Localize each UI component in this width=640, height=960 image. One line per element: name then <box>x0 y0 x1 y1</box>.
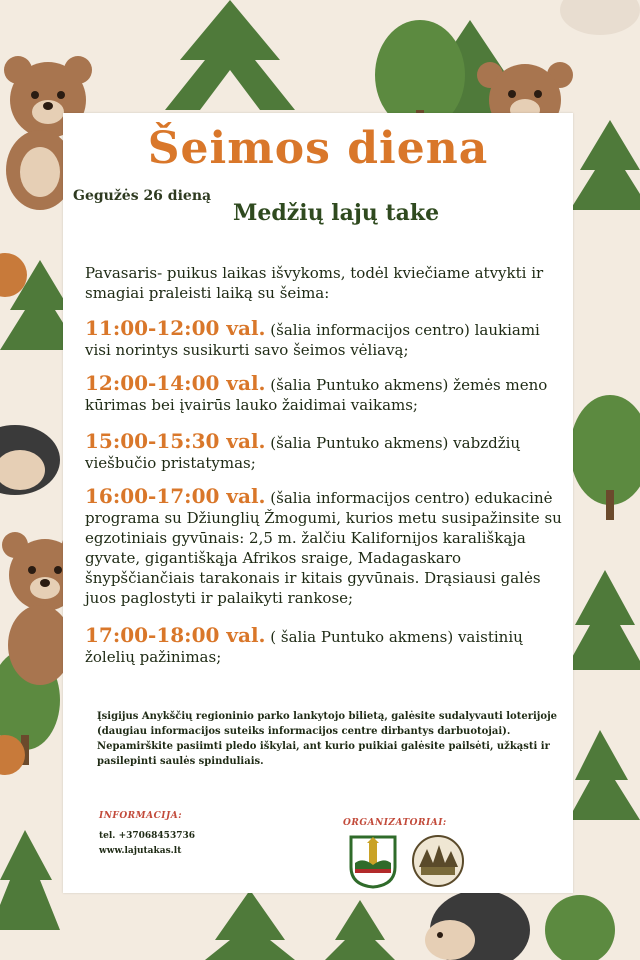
event-description: (šalia Puntuko akmens) vabzdžių viešbučio pristatymas; <box>85 434 521 472</box>
phone-number: tel. +37068453736 <box>99 831 195 841</box>
event-item <box>85 431 570 473</box>
event-item <box>85 486 570 608</box>
intro-text: Pavasaris- puikus laikas išvykoms, todėl kviečiame atvykti ir smagiai praleisti laiką su šeima: <box>85 264 544 302</box>
event-time: 17:00-18:00 val. <box>85 623 266 647</box>
page-title: Šeimos diena <box>147 123 489 174</box>
lottery-note: Įsigijus Anykščių regioninio parko lankytojo bilietą, galėsite sudalyvauti loterijoje (daugiau informacijos suteiks informacijos centre dirbantys darbuotojai). Nepamirškite pasiimti pledo iškylai, ant kurio puikiai galėsite pailsėti, užkąsti ir pasilepinti saulės spinduliais. <box>97 711 558 767</box>
website-link[interactable]: www.lajutakas.lt <box>99 846 182 856</box>
event-description: (šalia informacijos centro) edukacinė programa su Džiunglių Žmogumi, kurios metu susipažinsite su egzotiniais gyvūnais: 2,5 m. žalčiu Kalifornijos karališkąja gyvate, gigantiškąja Afrikos sraige, Madagaskaro šnypščiančiais tarakonais ir kitais gyvūnais. Drąsiausi galės juos paglostyti ir palaikyti rankose; <box>85 489 562 607</box>
tree-icon <box>570 395 640 520</box>
bear-icon <box>560 0 640 35</box>
tree-icon <box>570 120 640 210</box>
event-poster-card <box>63 113 573 893</box>
tree-icon <box>325 900 395 960</box>
hedgehog-icon <box>425 890 530 960</box>
info-heading: INFORMACIJA: <box>99 811 183 821</box>
event-time: 16:00-17:00 val. <box>85 484 266 508</box>
event-item <box>85 373 570 415</box>
event-description: (šalia informacijos centro) laukiami visi norintys susikurti savo šeimos vėliavą; <box>85 321 540 359</box>
event-description: (šalia Puntuko akmens) žemės meno kūrimas bei įvairūs lauko žaidimai vaikams; <box>85 376 548 414</box>
tree-icon <box>0 830 60 930</box>
event-location: Medžių lajų take <box>233 200 440 226</box>
tree-icon <box>205 890 295 960</box>
event-description: ( šalia Puntuko akmens) vaistinių žolelių pažinimas; <box>85 628 523 666</box>
hedgehog-icon <box>0 425 60 495</box>
organizers-heading: ORGANIZATORIAI: <box>343 818 447 828</box>
event-date: Gegužės 26 dieną <box>73 188 212 204</box>
park-logo-icon <box>347 833 399 889</box>
event-time: 12:00-14:00 val. <box>85 371 266 395</box>
event-item <box>85 625 570 667</box>
tree-icon <box>165 0 295 110</box>
tree-icon <box>568 730 640 820</box>
tree-icon <box>565 570 640 670</box>
event-time: 15:00-15:30 val. <box>85 429 266 453</box>
event-item <box>85 318 570 360</box>
tree-icon <box>545 895 615 960</box>
forest-logo-icon <box>411 833 465 889</box>
event-time: 11:00-12:00 val. <box>85 316 266 340</box>
